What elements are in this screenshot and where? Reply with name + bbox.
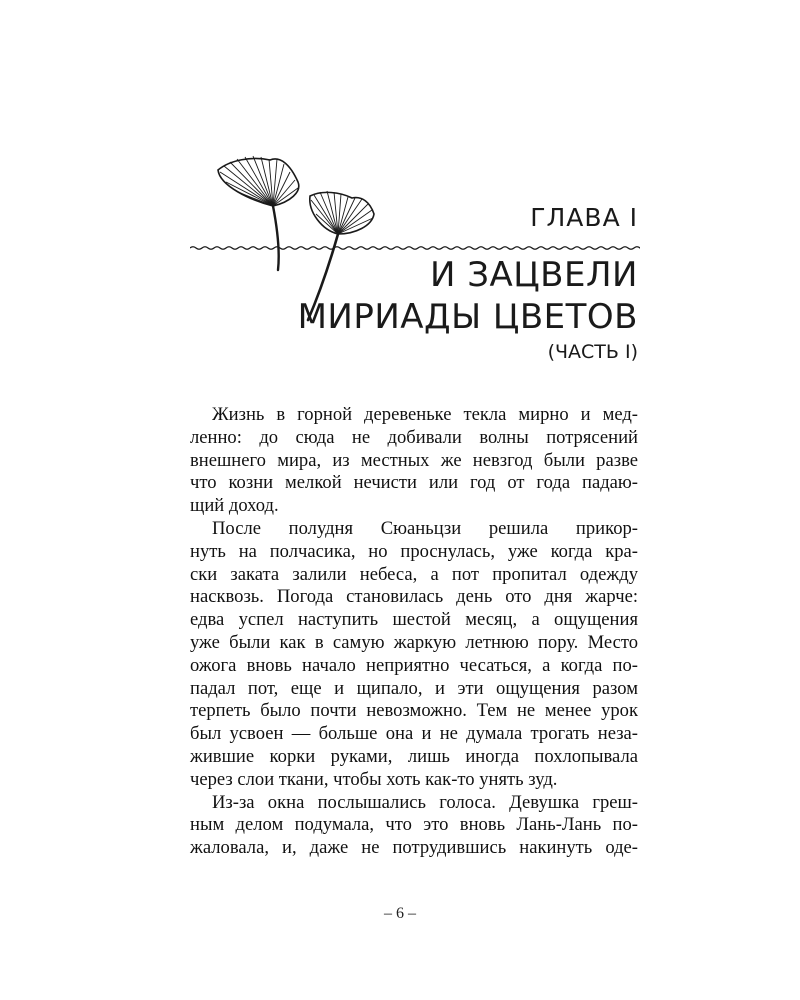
page-number: – 6 – [384, 905, 416, 922]
text-line: что козни мелкой нечисти или год от года падаю- [190, 472, 638, 494]
text-line: насквозь. Погода становилась день ото дня жарче: [190, 586, 638, 608]
text-line: ски заката залили небеса, а пот пропитал одежду [190, 563, 638, 585]
text-line: ожога вновь начало неприятно чесаться, а когда по- [190, 654, 638, 676]
chapter-title [298, 254, 638, 338]
text-line: нуть на полчасика, но проснулась, уже когда кра- [190, 540, 638, 562]
text-line: щий доход. [190, 495, 279, 517]
text-line: уже были как в самую жаркую летнюю пору. Место [190, 631, 638, 653]
text-line: жаловала, и, даже не потрудившись накинуть оде- [190, 837, 638, 859]
text-line: жившие корки руками, лишь иногда похлопывала [190, 745, 638, 767]
wavy-divider-line [190, 247, 640, 250]
chapter-title-line-1: И ЗАЦВЕЛИ [429, 255, 638, 295]
chapter-label: ГЛАВА I [530, 203, 638, 232]
text-line: ленно: до сюда не добивали волны потрясений [190, 426, 638, 448]
chapter-part: (ЧАСТЬ I) [547, 341, 638, 363]
text-line: терпеть было почти невозможно. Тем не менее урок [190, 700, 638, 722]
chapter-title-line-2: МИРИАДЫ ЦВЕТОВ [297, 297, 638, 337]
text-line: едва успел наступить шестой месяц, а ощущения [190, 609, 638, 631]
text-line: Из-за окна послышались голоса. Девушка греш- [212, 791, 638, 813]
text-line: ным делом подумала, что это вновь Лань-Лань по- [190, 814, 638, 836]
text-line: через слои ткани, чтобы хоть как-то унять зуд. [190, 768, 558, 790]
text-line: внешнего мира, из местных же невзгод были разве [190, 449, 638, 471]
text-line: Жизнь в горной деревеньке текла мирно и мед- [212, 404, 638, 425]
text-line: После полудня Сюаньцзи решила прикор- [212, 517, 638, 539]
body-text [190, 404, 638, 860]
text-line: падал пот, еще и щипало, и эти ощущения разом [190, 677, 638, 699]
text-line: был усвоен — больше она и не думала трогать неза- [190, 723, 638, 745]
